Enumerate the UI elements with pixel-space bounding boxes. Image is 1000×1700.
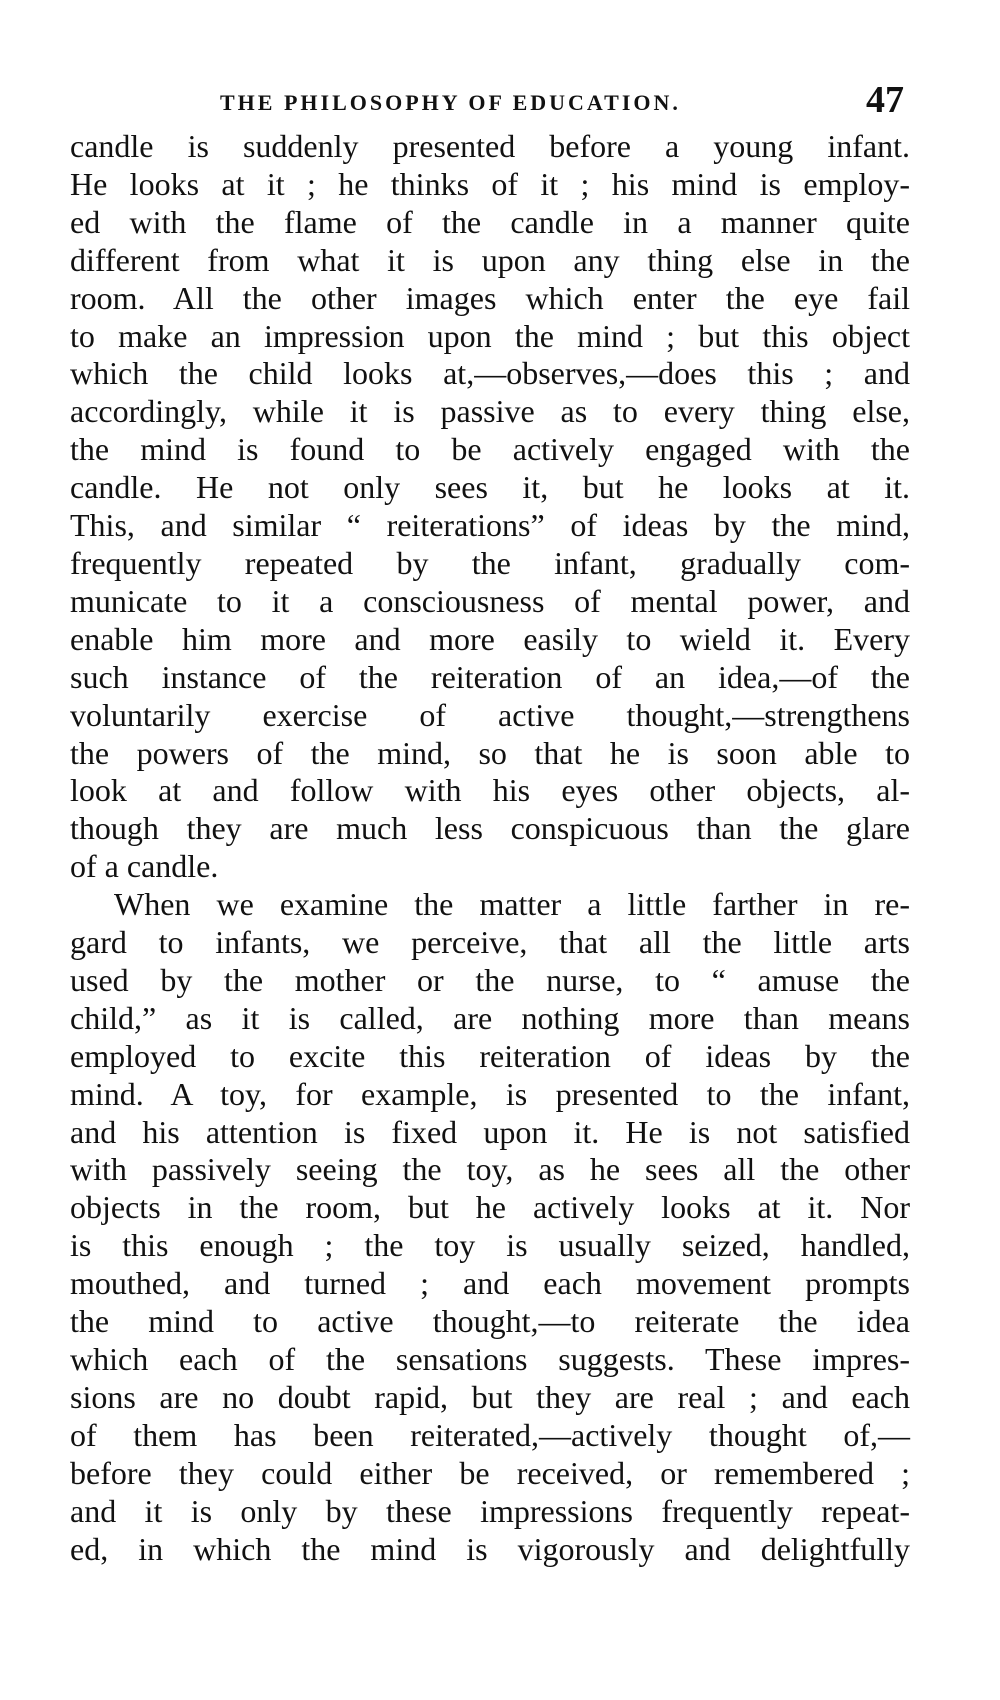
text-line: objects in the room, but he actively looks at it. Nor	[70, 1189, 910, 1226]
text-line: and his attention is fixed upon it. He is not satisfied	[70, 1113, 910, 1150]
text-line: different from what it is upon any thing else in the	[70, 241, 910, 278]
text-line: with passively seeing the toy, as he sees all the other	[70, 1151, 910, 1188]
page-number: 47	[866, 79, 904, 121]
paragraph-start-line: When we examine the matter a little farther in re-	[114, 886, 910, 923]
text-line: enable him more and more easily to wield it. Every	[70, 620, 910, 657]
text-line: the mind to active thought,—to reiterate the idea	[70, 1303, 910, 1340]
text-line: accordingly, while it is passive as to every thing else,	[70, 393, 910, 430]
text-line: though they are much less conspicuous than the glare	[70, 810, 910, 847]
page-header	[70, 78, 910, 128]
body-text	[70, 128, 910, 1568]
text-line: ed with the flame of the candle in a manner quite	[70, 203, 910, 240]
text-line: to make an impression upon the mind ; but this object	[70, 317, 910, 354]
text-line: is this enough ; the toy is usually seized, handled,	[70, 1227, 910, 1264]
running-head: THE PHILOSOPHY OF EDUCATION.	[220, 90, 681, 115]
text-line: the mind is found to be actively engaged with the	[70, 431, 910, 468]
text-line: such instance of the reiteration of an idea,—of the	[70, 658, 910, 695]
text-line: look at and follow with his eyes other objects, al-	[70, 772, 910, 809]
text-line: sions are no doubt rapid, but they are real ; and each	[70, 1378, 910, 1415]
text-line: frequently repeated by the infant, gradually com-	[70, 544, 910, 581]
text-line: room. All the other images which enter the eye fail	[70, 279, 910, 316]
text-line: ed, in which the mind is vigorously and delightfully	[70, 1530, 910, 1567]
text-line: candle. He not only sees it, but he looks at it.	[70, 469, 910, 506]
text-line: used by the mother or the nurse, to “ amuse the	[70, 961, 910, 998]
text-line: of them has been reiterated,—actively thought of,—	[70, 1416, 910, 1453]
text-line: the powers of the mind, so that he is soon able to	[70, 734, 910, 771]
text-line: which the child looks at,—observes,—does this ; and	[70, 355, 910, 392]
text-line: child,” as it is called, are nothing more than means	[70, 999, 910, 1036]
text-line: and it is only by these impressions frequently repeat-	[70, 1492, 910, 1529]
text-line: of a candle.	[70, 848, 219, 885]
text-line: voluntarily exercise of active thought,—strengthens	[70, 696, 910, 733]
text-line: This, and similar “ reiterations” of ideas by the mind,	[70, 507, 910, 544]
text-line: mind. A toy, for example, is presented to the infant,	[70, 1075, 910, 1112]
text-line: gard to infants, we perceive, that all the little arts	[70, 924, 910, 961]
text-line: before they could either be received, or remembered ;	[70, 1454, 910, 1491]
text-line: which each of the sensations suggests. These impres-	[70, 1341, 910, 1377]
text-line: He looks at it ; he thinks of it ; his mind is employ-	[70, 165, 910, 202]
text-line: municate to it a consciousness of mental power, and	[70, 582, 910, 619]
text-line: employed to excite this reiteration of ideas by the	[70, 1037, 910, 1074]
text-line: mouthed, and turned ; and each movement prompts	[70, 1265, 910, 1302]
text-line: candle is suddenly presented before a young infant.	[70, 128, 910, 164]
